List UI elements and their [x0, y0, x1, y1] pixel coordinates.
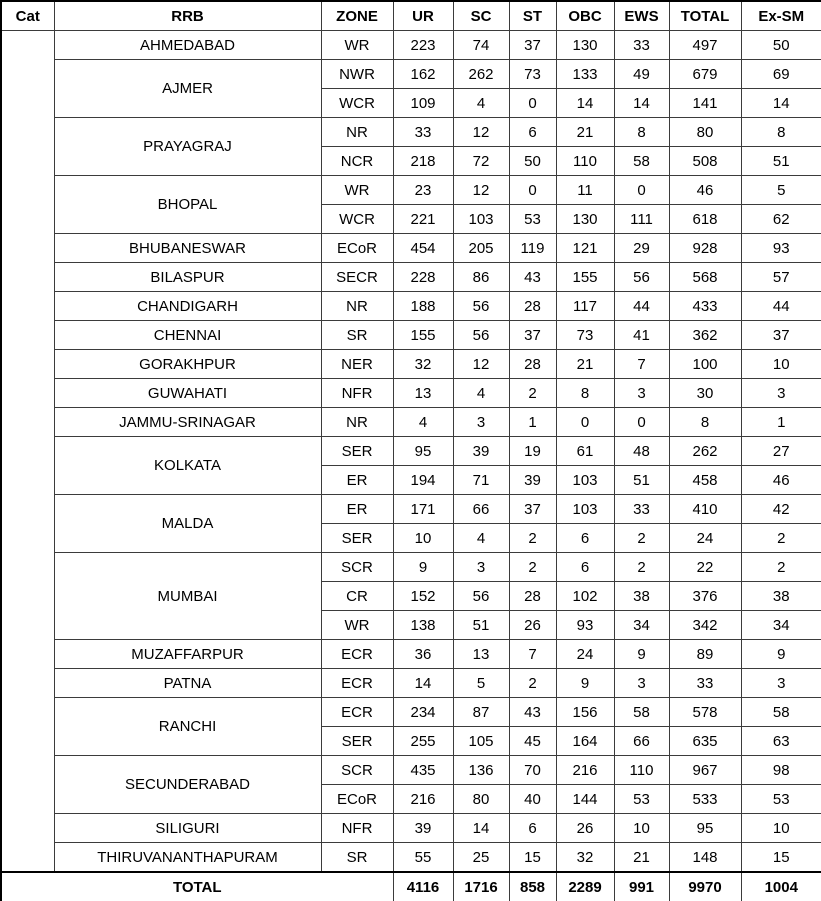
- total-value-cell: 262: [669, 437, 741, 466]
- obc-value-cell: 155: [556, 263, 614, 292]
- ur-value-cell: 36: [393, 640, 453, 669]
- sc-value-cell: 103: [453, 205, 509, 234]
- zone-cell: NWR: [321, 60, 393, 89]
- obc-value-cell: 8: [556, 379, 614, 408]
- st-value-cell: 50: [509, 147, 556, 176]
- total-value-cell: 342: [669, 611, 741, 640]
- zone-cell: NER: [321, 350, 393, 379]
- total-value-cell: 362: [669, 321, 741, 350]
- exsm-value-cell: 69: [741, 60, 821, 89]
- sc-value-cell: 56: [453, 292, 509, 321]
- total-value-cell: 33: [669, 669, 741, 698]
- exsm-value-cell: 57: [741, 263, 821, 292]
- zone-cell: WR: [321, 176, 393, 205]
- total-value-cell: 458: [669, 466, 741, 495]
- ur-value-cell: 109: [393, 89, 453, 118]
- ews-value-cell: 56: [614, 263, 669, 292]
- total-obc: 2289: [556, 872, 614, 901]
- st-value-cell: 37: [509, 321, 556, 350]
- rrb-name-cell: AJMER: [54, 60, 321, 118]
- zone-cell: CR: [321, 582, 393, 611]
- table-row: [1, 756, 821, 785]
- rrb-name-cell: SECUNDERABAD: [54, 756, 321, 814]
- table-body: [1, 31, 821, 873]
- st-value-cell: 43: [509, 263, 556, 292]
- exsm-value-cell: 53: [741, 785, 821, 814]
- st-value-cell: 73: [509, 60, 556, 89]
- ews-value-cell: 0: [614, 408, 669, 437]
- total-value-cell: 508: [669, 147, 741, 176]
- ews-value-cell: 49: [614, 60, 669, 89]
- table-row: [1, 495, 821, 524]
- st-value-cell: 26: [509, 611, 556, 640]
- total-value-cell: 22: [669, 553, 741, 582]
- zone-cell: ER: [321, 495, 393, 524]
- ur-value-cell: 33: [393, 118, 453, 147]
- ews-value-cell: 111: [614, 205, 669, 234]
- ur-value-cell: 13: [393, 379, 453, 408]
- st-value-cell: 2: [509, 553, 556, 582]
- st-value-cell: 19: [509, 437, 556, 466]
- zone-cell: NR: [321, 408, 393, 437]
- ur-value-cell: 255: [393, 727, 453, 756]
- column-header-ews: EWS: [614, 1, 669, 31]
- ur-value-cell: 221: [393, 205, 453, 234]
- zone-cell: SCR: [321, 553, 393, 582]
- sc-value-cell: 74: [453, 31, 509, 60]
- sc-value-cell: 56: [453, 582, 509, 611]
- sc-value-cell: 262: [453, 60, 509, 89]
- sc-value-cell: 56: [453, 321, 509, 350]
- ews-value-cell: 29: [614, 234, 669, 263]
- exsm-value-cell: 38: [741, 582, 821, 611]
- sc-value-cell: 12: [453, 176, 509, 205]
- zone-cell: SR: [321, 321, 393, 350]
- obc-value-cell: 6: [556, 553, 614, 582]
- rrb-name-cell: BHOPAL: [54, 176, 321, 234]
- ur-value-cell: 162: [393, 60, 453, 89]
- ews-value-cell: 33: [614, 31, 669, 60]
- rrb-name-cell: PATNA: [54, 669, 321, 698]
- table-row: [1, 176, 821, 205]
- ews-value-cell: 8: [614, 118, 669, 147]
- exsm-value-cell: 98: [741, 756, 821, 785]
- obc-value-cell: 130: [556, 31, 614, 60]
- total-value-cell: 89: [669, 640, 741, 669]
- exsm-value-cell: 2: [741, 524, 821, 553]
- total-value-cell: 618: [669, 205, 741, 234]
- total-value-cell: 578: [669, 698, 741, 727]
- zone-cell: ECR: [321, 640, 393, 669]
- ur-value-cell: 218: [393, 147, 453, 176]
- rrb-name-cell: BHUBANESWAR: [54, 234, 321, 263]
- ur-value-cell: 171: [393, 495, 453, 524]
- ur-value-cell: 188: [393, 292, 453, 321]
- sc-value-cell: 39: [453, 437, 509, 466]
- zone-cell: ECR: [321, 669, 393, 698]
- ur-value-cell: 9: [393, 553, 453, 582]
- table-row: [1, 31, 821, 60]
- column-header-rrb: RRB: [54, 1, 321, 31]
- exsm-value-cell: 62: [741, 205, 821, 234]
- table-row: [1, 437, 821, 466]
- total-value-cell: 568: [669, 263, 741, 292]
- rrb-name-cell: MUMBAI: [54, 553, 321, 640]
- sc-value-cell: 86: [453, 263, 509, 292]
- zone-cell: NR: [321, 292, 393, 321]
- ur-value-cell: 152: [393, 582, 453, 611]
- sc-value-cell: 72: [453, 147, 509, 176]
- st-value-cell: 28: [509, 292, 556, 321]
- rrb-name-cell: KOLKATA: [54, 437, 321, 495]
- ews-value-cell: 2: [614, 553, 669, 582]
- st-value-cell: 6: [509, 118, 556, 147]
- total-value-cell: 433: [669, 292, 741, 321]
- total-st: 858: [509, 872, 556, 901]
- cat-column-empty-cell: [1, 31, 54, 873]
- exsm-value-cell: 42: [741, 495, 821, 524]
- st-value-cell: 2: [509, 524, 556, 553]
- sc-value-cell: 80: [453, 785, 509, 814]
- zone-cell: SECR: [321, 263, 393, 292]
- zone-cell: NFR: [321, 814, 393, 843]
- column-header-zone: ZONE: [321, 1, 393, 31]
- exsm-value-cell: 10: [741, 350, 821, 379]
- rrb-name-cell: AHMEDABAD: [54, 31, 321, 60]
- column-header-ur: UR: [393, 1, 453, 31]
- ur-value-cell: 14: [393, 669, 453, 698]
- column-header-total: TOTAL: [669, 1, 741, 31]
- obc-value-cell: 6: [556, 524, 614, 553]
- ews-value-cell: 3: [614, 379, 669, 408]
- sc-value-cell: 71: [453, 466, 509, 495]
- obc-value-cell: 61: [556, 437, 614, 466]
- st-value-cell: 28: [509, 582, 556, 611]
- ur-value-cell: 4: [393, 408, 453, 437]
- sc-value-cell: 3: [453, 408, 509, 437]
- zone-cell: NR: [321, 118, 393, 147]
- column-header-exsm: Ex-SM: [741, 1, 821, 31]
- obc-value-cell: 164: [556, 727, 614, 756]
- rrb-name-cell: GUWAHATI: [54, 379, 321, 408]
- total-value-cell: 148: [669, 843, 741, 873]
- st-value-cell: 53: [509, 205, 556, 234]
- total-label: TOTAL: [1, 872, 393, 901]
- table-row: [1, 814, 821, 843]
- ur-value-cell: 55: [393, 843, 453, 873]
- table-row: [1, 234, 821, 263]
- st-value-cell: 40: [509, 785, 556, 814]
- zone-cell: ER: [321, 466, 393, 495]
- zone-cell: WR: [321, 611, 393, 640]
- st-value-cell: 37: [509, 31, 556, 60]
- ews-value-cell: 10: [614, 814, 669, 843]
- total-value-cell: 967: [669, 756, 741, 785]
- header-row: [1, 1, 821, 31]
- total-value-cell: 679: [669, 60, 741, 89]
- table-row: [1, 118, 821, 147]
- ur-value-cell: 194: [393, 466, 453, 495]
- table-row: [1, 640, 821, 669]
- exsm-value-cell: 5: [741, 176, 821, 205]
- total-value-cell: 46: [669, 176, 741, 205]
- table-row: [1, 698, 821, 727]
- obc-value-cell: 11: [556, 176, 614, 205]
- ur-value-cell: 95: [393, 437, 453, 466]
- ur-value-cell: 10: [393, 524, 453, 553]
- sc-value-cell: 12: [453, 118, 509, 147]
- ur-value-cell: 216: [393, 785, 453, 814]
- obc-value-cell: 73: [556, 321, 614, 350]
- st-value-cell: 15: [509, 843, 556, 873]
- rrb-name-cell: CHANDIGARH: [54, 292, 321, 321]
- exsm-value-cell: 44: [741, 292, 821, 321]
- ews-value-cell: 34: [614, 611, 669, 640]
- total-total: 9970: [669, 872, 741, 901]
- obc-value-cell: 14: [556, 89, 614, 118]
- total-value-cell: 80: [669, 118, 741, 147]
- st-value-cell: 7: [509, 640, 556, 669]
- ews-value-cell: 21: [614, 843, 669, 873]
- sc-value-cell: 136: [453, 756, 509, 785]
- st-value-cell: 70: [509, 756, 556, 785]
- rrb-name-cell: PRAYAGRAJ: [54, 118, 321, 176]
- sc-value-cell: 14: [453, 814, 509, 843]
- table-row: [1, 408, 821, 437]
- zone-cell: ECoR: [321, 785, 393, 814]
- obc-value-cell: 117: [556, 292, 614, 321]
- obc-value-cell: 103: [556, 495, 614, 524]
- st-value-cell: 1: [509, 408, 556, 437]
- exsm-value-cell: 14: [741, 89, 821, 118]
- ur-value-cell: 454: [393, 234, 453, 263]
- column-header-obc: OBC: [556, 1, 614, 31]
- column-header-sc: SC: [453, 1, 509, 31]
- ews-value-cell: 9: [614, 640, 669, 669]
- exsm-value-cell: 3: [741, 379, 821, 408]
- exsm-value-cell: 8: [741, 118, 821, 147]
- rrb-name-cell: RANCHI: [54, 698, 321, 756]
- total-ews: 991: [614, 872, 669, 901]
- total-sc: 1716: [453, 872, 509, 901]
- ews-value-cell: 58: [614, 698, 669, 727]
- ews-value-cell: 14: [614, 89, 669, 118]
- st-value-cell: 6: [509, 814, 556, 843]
- zone-cell: SER: [321, 727, 393, 756]
- st-value-cell: 0: [509, 176, 556, 205]
- zone-cell: ECR: [321, 698, 393, 727]
- zone-cell: SER: [321, 524, 393, 553]
- exsm-value-cell: 3: [741, 669, 821, 698]
- sc-value-cell: 4: [453, 524, 509, 553]
- table-row: [1, 350, 821, 379]
- ur-value-cell: 234: [393, 698, 453, 727]
- total-ur: 4116: [393, 872, 453, 901]
- rrb-name-cell: THIRUVANANTHAPURAM: [54, 843, 321, 873]
- rrb-name-cell: MUZAFFARPUR: [54, 640, 321, 669]
- table-row: [1, 553, 821, 582]
- obc-value-cell: 216: [556, 756, 614, 785]
- ews-value-cell: 58: [614, 147, 669, 176]
- st-value-cell: 28: [509, 350, 556, 379]
- exsm-value-cell: 15: [741, 843, 821, 873]
- obc-value-cell: 156: [556, 698, 614, 727]
- obc-value-cell: 144: [556, 785, 614, 814]
- ur-value-cell: 23: [393, 176, 453, 205]
- obc-value-cell: 26: [556, 814, 614, 843]
- ews-value-cell: 3: [614, 669, 669, 698]
- ur-value-cell: 223: [393, 31, 453, 60]
- ur-value-cell: 138: [393, 611, 453, 640]
- total-value-cell: 30: [669, 379, 741, 408]
- exsm-value-cell: 46: [741, 466, 821, 495]
- st-value-cell: 0: [509, 89, 556, 118]
- exsm-value-cell: 2: [741, 553, 821, 582]
- zone-cell: SR: [321, 843, 393, 873]
- ews-value-cell: 41: [614, 321, 669, 350]
- obc-value-cell: 21: [556, 350, 614, 379]
- rrb-name-cell: CHENNAI: [54, 321, 321, 350]
- exsm-value-cell: 37: [741, 321, 821, 350]
- exsm-value-cell: 34: [741, 611, 821, 640]
- ews-value-cell: 51: [614, 466, 669, 495]
- zone-cell: SER: [321, 437, 393, 466]
- obc-value-cell: 21: [556, 118, 614, 147]
- st-value-cell: 37: [509, 495, 556, 524]
- ews-value-cell: 2: [614, 524, 669, 553]
- ews-value-cell: 53: [614, 785, 669, 814]
- exsm-value-cell: 51: [741, 147, 821, 176]
- table-header: [1, 1, 821, 31]
- obc-value-cell: 0: [556, 408, 614, 437]
- total-value-cell: 8: [669, 408, 741, 437]
- st-value-cell: 2: [509, 669, 556, 698]
- total-value-cell: 376: [669, 582, 741, 611]
- table-row: [1, 60, 821, 89]
- ews-value-cell: 110: [614, 756, 669, 785]
- ur-value-cell: 39: [393, 814, 453, 843]
- st-value-cell: 119: [509, 234, 556, 263]
- sc-value-cell: 105: [453, 727, 509, 756]
- zone-cell: NCR: [321, 147, 393, 176]
- ur-value-cell: 228: [393, 263, 453, 292]
- total-value-cell: 928: [669, 234, 741, 263]
- total-value-cell: 497: [669, 31, 741, 60]
- st-value-cell: 2: [509, 379, 556, 408]
- total-exsm: 1004: [741, 872, 821, 901]
- obc-value-cell: 24: [556, 640, 614, 669]
- obc-value-cell: 130: [556, 205, 614, 234]
- sc-value-cell: 205: [453, 234, 509, 263]
- table-row: [1, 263, 821, 292]
- table-row: [1, 669, 821, 698]
- zone-cell: WR: [321, 31, 393, 60]
- obc-value-cell: 102: [556, 582, 614, 611]
- table-footer: [1, 872, 821, 901]
- zone-cell: WCR: [321, 89, 393, 118]
- table-row: [1, 292, 821, 321]
- total-value-cell: 635: [669, 727, 741, 756]
- exsm-value-cell: 93: [741, 234, 821, 263]
- st-value-cell: 39: [509, 466, 556, 495]
- ur-value-cell: 155: [393, 321, 453, 350]
- rrb-name-cell: BILASPUR: [54, 263, 321, 292]
- sc-value-cell: 3: [453, 553, 509, 582]
- st-value-cell: 43: [509, 698, 556, 727]
- table-row: [1, 379, 821, 408]
- total-value-cell: 95: [669, 814, 741, 843]
- sc-value-cell: 87: [453, 698, 509, 727]
- exsm-value-cell: 10: [741, 814, 821, 843]
- zone-cell: ECoR: [321, 234, 393, 263]
- sc-value-cell: 25: [453, 843, 509, 873]
- total-value-cell: 533: [669, 785, 741, 814]
- obc-value-cell: 121: [556, 234, 614, 263]
- rrb-name-cell: MALDA: [54, 495, 321, 553]
- zone-cell: NFR: [321, 379, 393, 408]
- ur-value-cell: 435: [393, 756, 453, 785]
- total-value-cell: 24: [669, 524, 741, 553]
- ews-value-cell: 33: [614, 495, 669, 524]
- ews-value-cell: 7: [614, 350, 669, 379]
- total-row: [1, 872, 821, 901]
- zone-cell: SCR: [321, 756, 393, 785]
- ews-value-cell: 0: [614, 176, 669, 205]
- total-value-cell: 100: [669, 350, 741, 379]
- ur-value-cell: 32: [393, 350, 453, 379]
- rrb-name-cell: GORAKHPUR: [54, 350, 321, 379]
- obc-value-cell: 93: [556, 611, 614, 640]
- ews-value-cell: 38: [614, 582, 669, 611]
- table-row: [1, 843, 821, 873]
- column-header-st: ST: [509, 1, 556, 31]
- st-value-cell: 45: [509, 727, 556, 756]
- exsm-value-cell: 50: [741, 31, 821, 60]
- exsm-value-cell: 27: [741, 437, 821, 466]
- exsm-value-cell: 9: [741, 640, 821, 669]
- obc-value-cell: 133: [556, 60, 614, 89]
- ews-value-cell: 66: [614, 727, 669, 756]
- zone-cell: WCR: [321, 205, 393, 234]
- sc-value-cell: 12: [453, 350, 509, 379]
- sc-value-cell: 51: [453, 611, 509, 640]
- obc-value-cell: 9: [556, 669, 614, 698]
- rrb-name-cell: SILIGURI: [54, 814, 321, 843]
- total-value-cell: 141: [669, 89, 741, 118]
- total-value-cell: 410: [669, 495, 741, 524]
- table-row: [1, 321, 821, 350]
- sc-value-cell: 66: [453, 495, 509, 524]
- column-header-cat: Cat: [1, 1, 54, 31]
- exsm-value-cell: 58: [741, 698, 821, 727]
- sc-value-cell: 4: [453, 89, 509, 118]
- sc-value-cell: 5: [453, 669, 509, 698]
- exsm-value-cell: 1: [741, 408, 821, 437]
- obc-value-cell: 103: [556, 466, 614, 495]
- sc-value-cell: 4: [453, 379, 509, 408]
- obc-value-cell: 110: [556, 147, 614, 176]
- ews-value-cell: 48: [614, 437, 669, 466]
- rrb-name-cell: JAMMU-SRINAGAR: [54, 408, 321, 437]
- sc-value-cell: 13: [453, 640, 509, 669]
- exsm-value-cell: 63: [741, 727, 821, 756]
- ews-value-cell: 44: [614, 292, 669, 321]
- obc-value-cell: 32: [556, 843, 614, 873]
